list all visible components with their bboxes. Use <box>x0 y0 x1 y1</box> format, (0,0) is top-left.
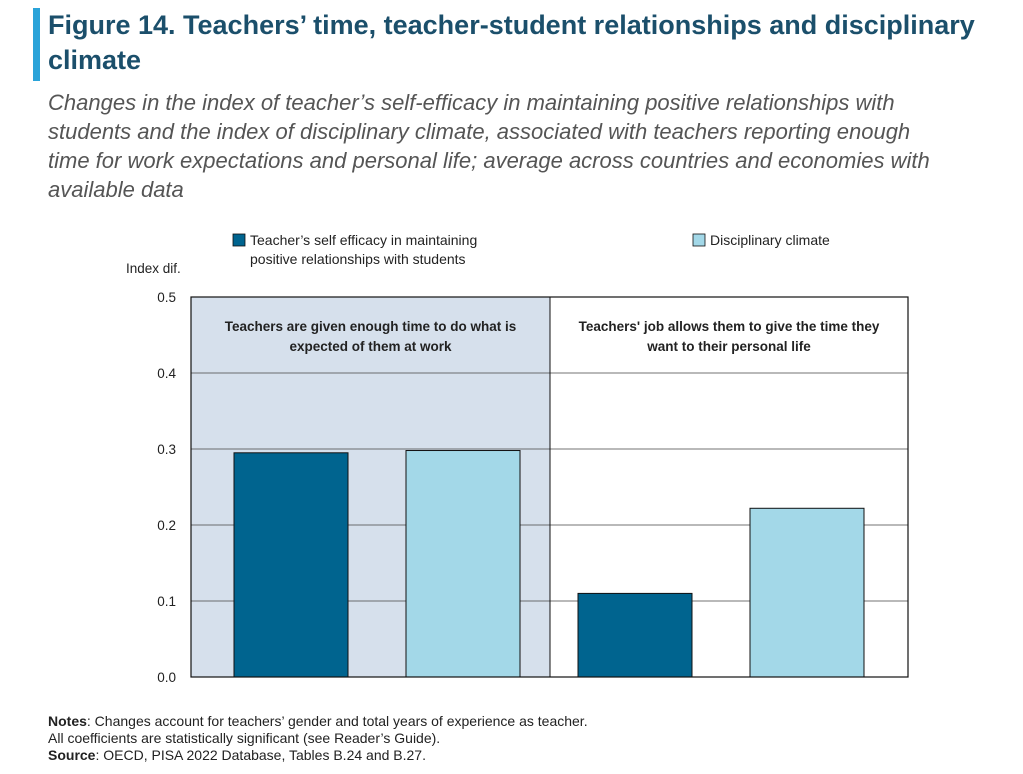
panel-label: Teachers' job allows them to give the time they <box>578 319 880 334</box>
figure-title: Figure 14. Teachers’ time, teacher-student relationships and disciplinary climate <box>48 10 975 75</box>
y-tick-label: 0.5 <box>157 290 176 305</box>
y-tick-label: 0.3 <box>157 442 176 457</box>
y-tick-label: 0.1 <box>157 594 176 609</box>
source-label: Source <box>48 747 96 763</box>
legend-swatch <box>693 234 705 246</box>
notes-text: : Changes account for teachers’ gender and total years of experience as teacher. <box>86 713 588 729</box>
bar <box>578 593 692 677</box>
panel-label: want to their personal life <box>647 339 811 354</box>
bar <box>750 508 864 677</box>
notes-label: Notes <box>48 713 87 729</box>
y-tick-label: 0.4 <box>157 366 176 381</box>
legend-label: Disciplinary climate <box>710 232 830 248</box>
y-axis-label: Index dif. <box>126 261 181 276</box>
legend-swatch <box>233 234 245 246</box>
legend-label: positive relationships with students <box>250 251 466 267</box>
bar <box>406 451 520 677</box>
panel-label: Teachers are given enough time to do what is <box>224 319 517 334</box>
notes-line-2: All coefficients are statistically significant (see Reader’s Guide). <box>48 730 441 746</box>
y-tick-label: 0.2 <box>157 518 176 533</box>
legend-label: Teacher’s self efficacy in maintaining <box>250 232 478 248</box>
notes-block <box>48 713 948 764</box>
figure-subtitle: Changes in the index of teacher’s self-efficacy in maintaining positive relationships with students and the index of disciplinary climate, associated with teachers reporting enough time for work expectations and personal life; average across countries and economies with available data <box>48 90 930 202</box>
bar <box>234 453 348 677</box>
panel-label: expected of them at work <box>289 339 452 354</box>
source-text: : OECD, PISA 2022 Database, Tables B.24 and B.27. <box>95 747 426 763</box>
y-tick-label: 0.0 <box>157 670 176 685</box>
